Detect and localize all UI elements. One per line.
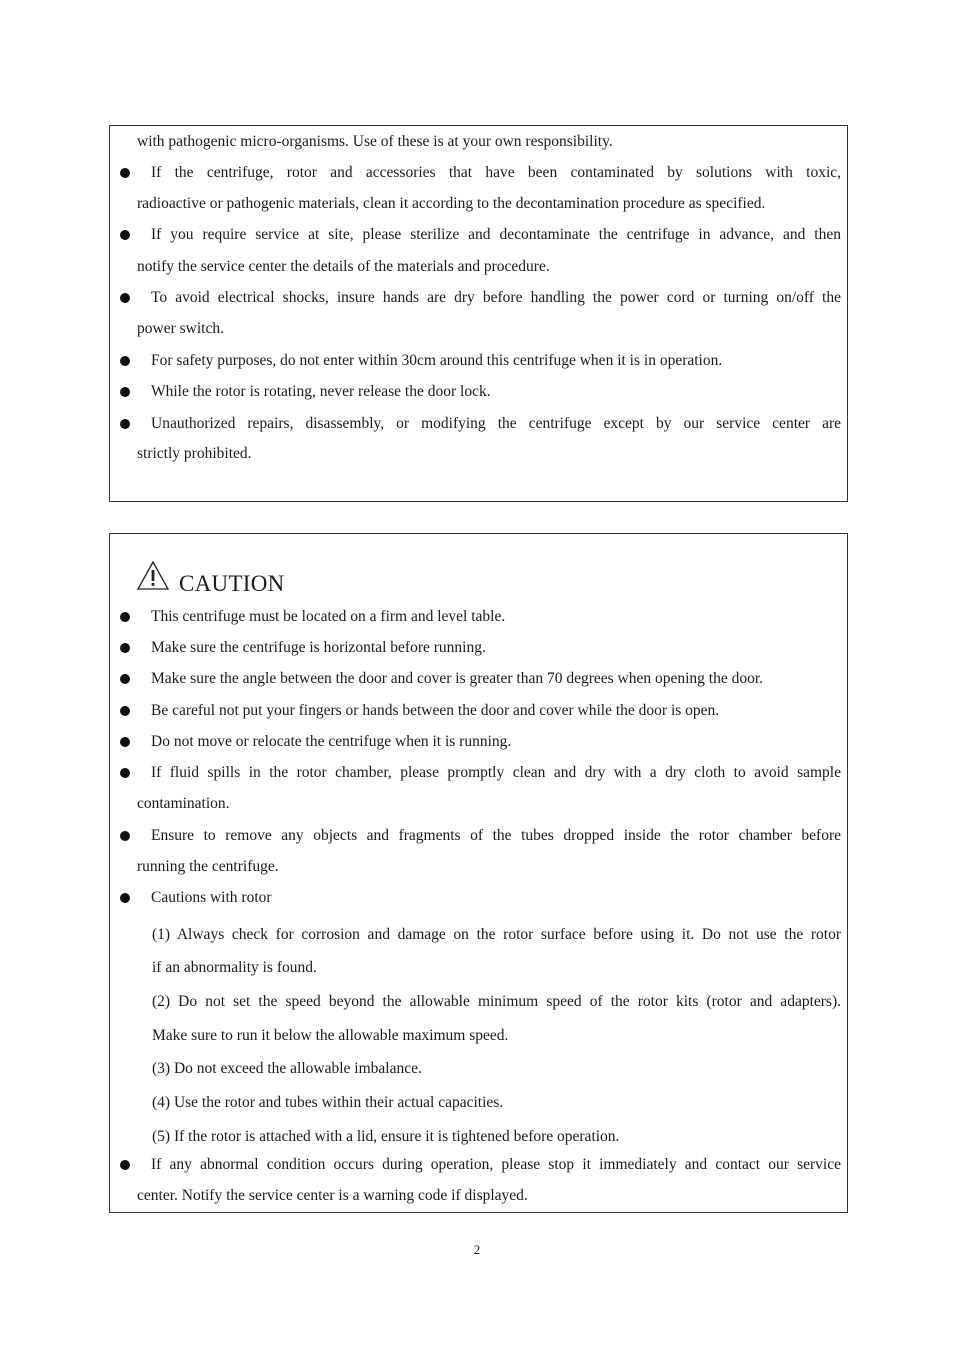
- page-number: 2: [473, 1242, 481, 1257]
- bullet-icon: [120, 387, 130, 397]
- list-item: If any abnormal condition occurs during operation, please stop it immediately and contact our service: [110, 1155, 841, 1175]
- caution-title: CAUTION: [179, 571, 285, 596]
- list-item-continuation: power switch.: [137, 320, 224, 337]
- list-item: Do not move or relocate the centrifuge when it is running.: [110, 732, 841, 752]
- rotor-item-continuation: if an abnormality is found.: [152, 959, 317, 976]
- rotor-item: (5) If the rotor is attached with a lid, ensure it is tightened before operation.: [152, 1128, 620, 1145]
- caution-box: [109, 533, 848, 1213]
- bullet-icon: [120, 768, 130, 778]
- rotor-item: (4) Use the rotor and tubes within their actual capacities.: [152, 1094, 504, 1111]
- list-item: While the rotor is rotating, never release the door lock.: [110, 382, 841, 402]
- list-item-continuation: center. Notify the service center is a warning code if displayed.: [137, 1187, 528, 1204]
- bullet-icon: [120, 674, 130, 684]
- list-item: Make sure the centrifuge is horizontal before running.: [110, 638, 841, 658]
- rotor-item: (3) Do not exceed the allowable imbalance.: [152, 1060, 422, 1077]
- rotor-item-continuation: Make sure to run it below the allowable maximum speed.: [152, 1027, 509, 1044]
- list-item-continuation: radioactive or pathogenic materials, clean it according to the decontamination procedure as specified.: [137, 195, 766, 212]
- warning-box: [109, 125, 848, 502]
- bullet-icon: [120, 293, 130, 303]
- list-item: Ensure to remove any objects and fragments of the tubes dropped inside the rotor chamber before: [110, 826, 841, 846]
- list-item: Cautions with rotor: [110, 888, 841, 908]
- bullet-icon: [120, 612, 130, 622]
- bullet-icon: [120, 831, 130, 841]
- list-item: Make sure the angle between the door and cover is greater than 70 degrees when opening the door.: [110, 669, 841, 689]
- bullet-icon: [120, 737, 130, 747]
- warning-triangle-icon: [136, 560, 170, 592]
- list-item: This centrifuge must be located on a firm and level table.: [110, 607, 841, 627]
- list-item: Be careful not put your fingers or hands between the door and cover while the door is open.: [110, 701, 841, 721]
- caution-heading: [136, 560, 436, 596]
- list-item-continuation: contamination.: [137, 795, 230, 812]
- list-item: If fluid spills in the rotor chamber, please promptly clean and dry with a dry cloth to avoid sample: [110, 763, 841, 783]
- list-item: If the centrifuge, rotor and accessories that have been contaminated by solutions with toxic,: [110, 163, 841, 183]
- list-item: Unauthorized repairs, disassembly, or modifying the centrifuge except by our service center are: [110, 414, 841, 434]
- rotor-item: (2) Do not set the speed beyond the allowable minimum speed of the rotor kits (rotor and adapters).: [152, 993, 841, 1010]
- bullet-icon: [120, 230, 130, 240]
- bullet-icon: [120, 893, 130, 903]
- bullet-icon: [120, 643, 130, 653]
- bullet-icon: [120, 168, 130, 178]
- list-item-continuation: notify the service center the details of the materials and procedure.: [137, 258, 550, 275]
- list-item-continuation: running the centrifuge.: [137, 858, 279, 875]
- list-item: To avoid electrical shocks, insure hands are dry before handling the power cord or turning on/off the: [110, 288, 841, 308]
- list-item-continuation: strictly prohibited.: [137, 445, 252, 462]
- list-item: If you require service at site, please sterilize and decontaminate the centrifuge in advance, and then: [110, 225, 841, 245]
- bullet-icon: [120, 356, 130, 366]
- rotor-item: (1) Always check for corrosion and damage on the rotor surface before using it. Do not use the rotor: [152, 926, 841, 943]
- bullet-icon: [120, 706, 130, 716]
- list-item: For safety purposes, do not enter within 30cm around this centrifuge when it is in operation.: [110, 351, 841, 371]
- bullet-icon: [120, 419, 130, 429]
- continuation-text: with pathogenic micro-organisms. Use of these is at your own responsibility.: [137, 133, 613, 150]
- bullet-icon: [120, 1160, 130, 1170]
